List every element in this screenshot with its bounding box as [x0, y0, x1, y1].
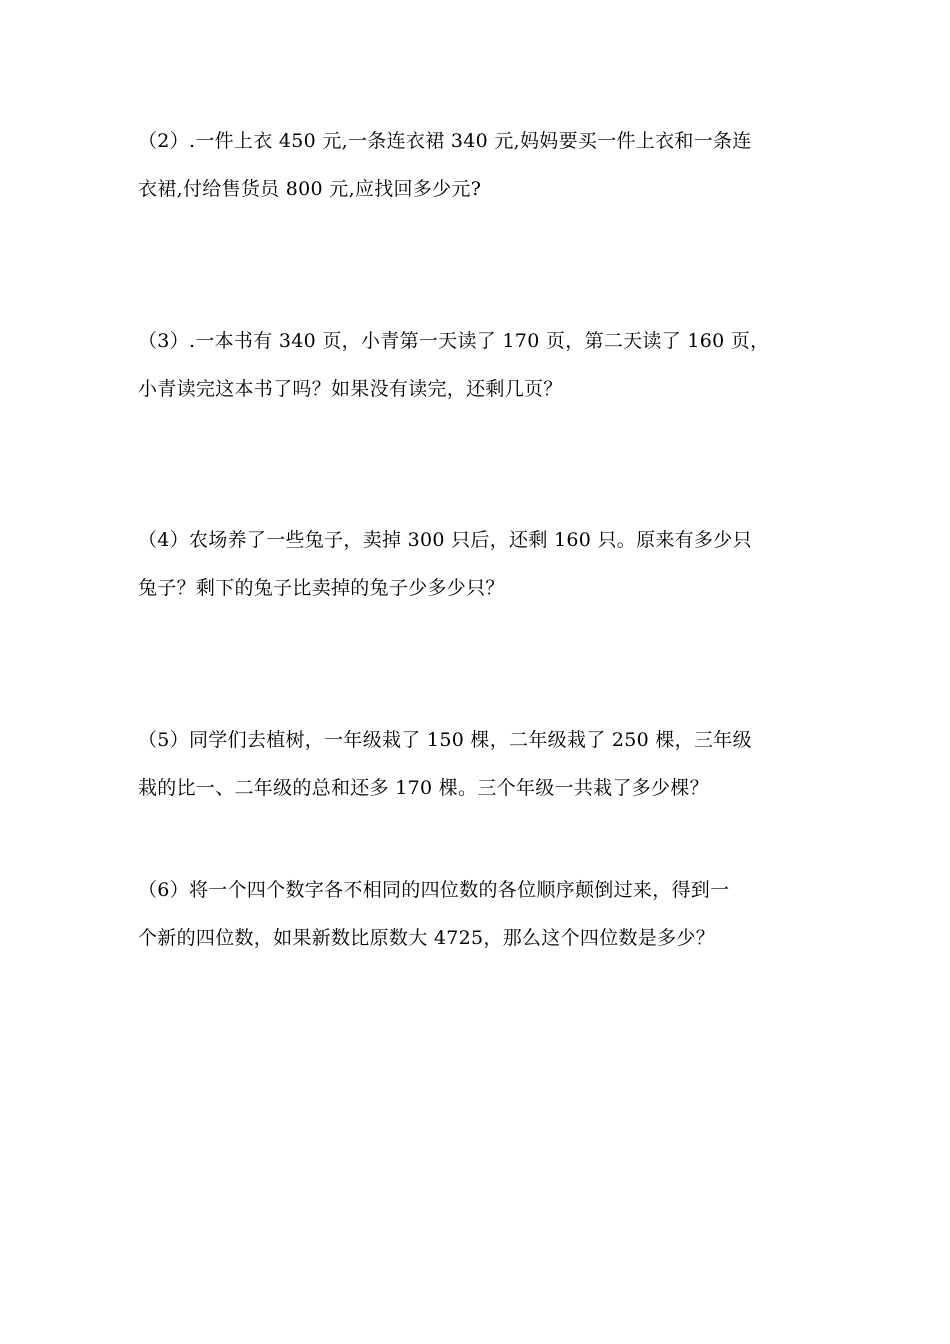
- problem-5: [138, 716, 818, 812]
- problem-3-line-2: 小青读完这本书了吗？如果没有读完，还剩几页？: [138, 378, 563, 400]
- problem-2-line-2: 衣裙,付给售货员 800 元,应找回多少元?: [138, 178, 482, 200]
- problem-6: [138, 866, 818, 962]
- problem-2-line-1: （2）.一件上衣 450 元,一条连衣裙 340 元,妈妈要买一件上衣和一条连: [138, 130, 752, 152]
- problem-4-line-2: 兔子？剩下的兔子比卖掉的兔子少多少只？: [138, 577, 505, 599]
- problem-2: [138, 117, 818, 213]
- problem-4-line-1: （4）农场养了一些兔子，卖掉 300 只后，还剩 160 只。原来有多少只: [138, 529, 752, 551]
- problem-6-line-2: 个新的四位数，如果新数比原数大 4725，那么这个四位数是多少？: [138, 927, 715, 949]
- problem-5-line-1: （5）同学们去植树，一年级栽了 150 棵，二年级栽了 250 棵，三年级: [138, 729, 752, 751]
- problem-3-line-1: （3）.一本书有 340 页，小青第一天读了 170 页，第二天读了 160 页，: [138, 330, 770, 352]
- problem-3: [138, 317, 818, 413]
- problem-5-line-2: 栽的比一、二年级的总和还多 170 棵。三个年级一共栽了多少棵？: [138, 777, 709, 799]
- problem-4: [138, 516, 818, 612]
- problem-6-line-1: （6）将一个四个数字各不相同的四位数的各位顺序颠倒过来，得到一: [138, 879, 730, 901]
